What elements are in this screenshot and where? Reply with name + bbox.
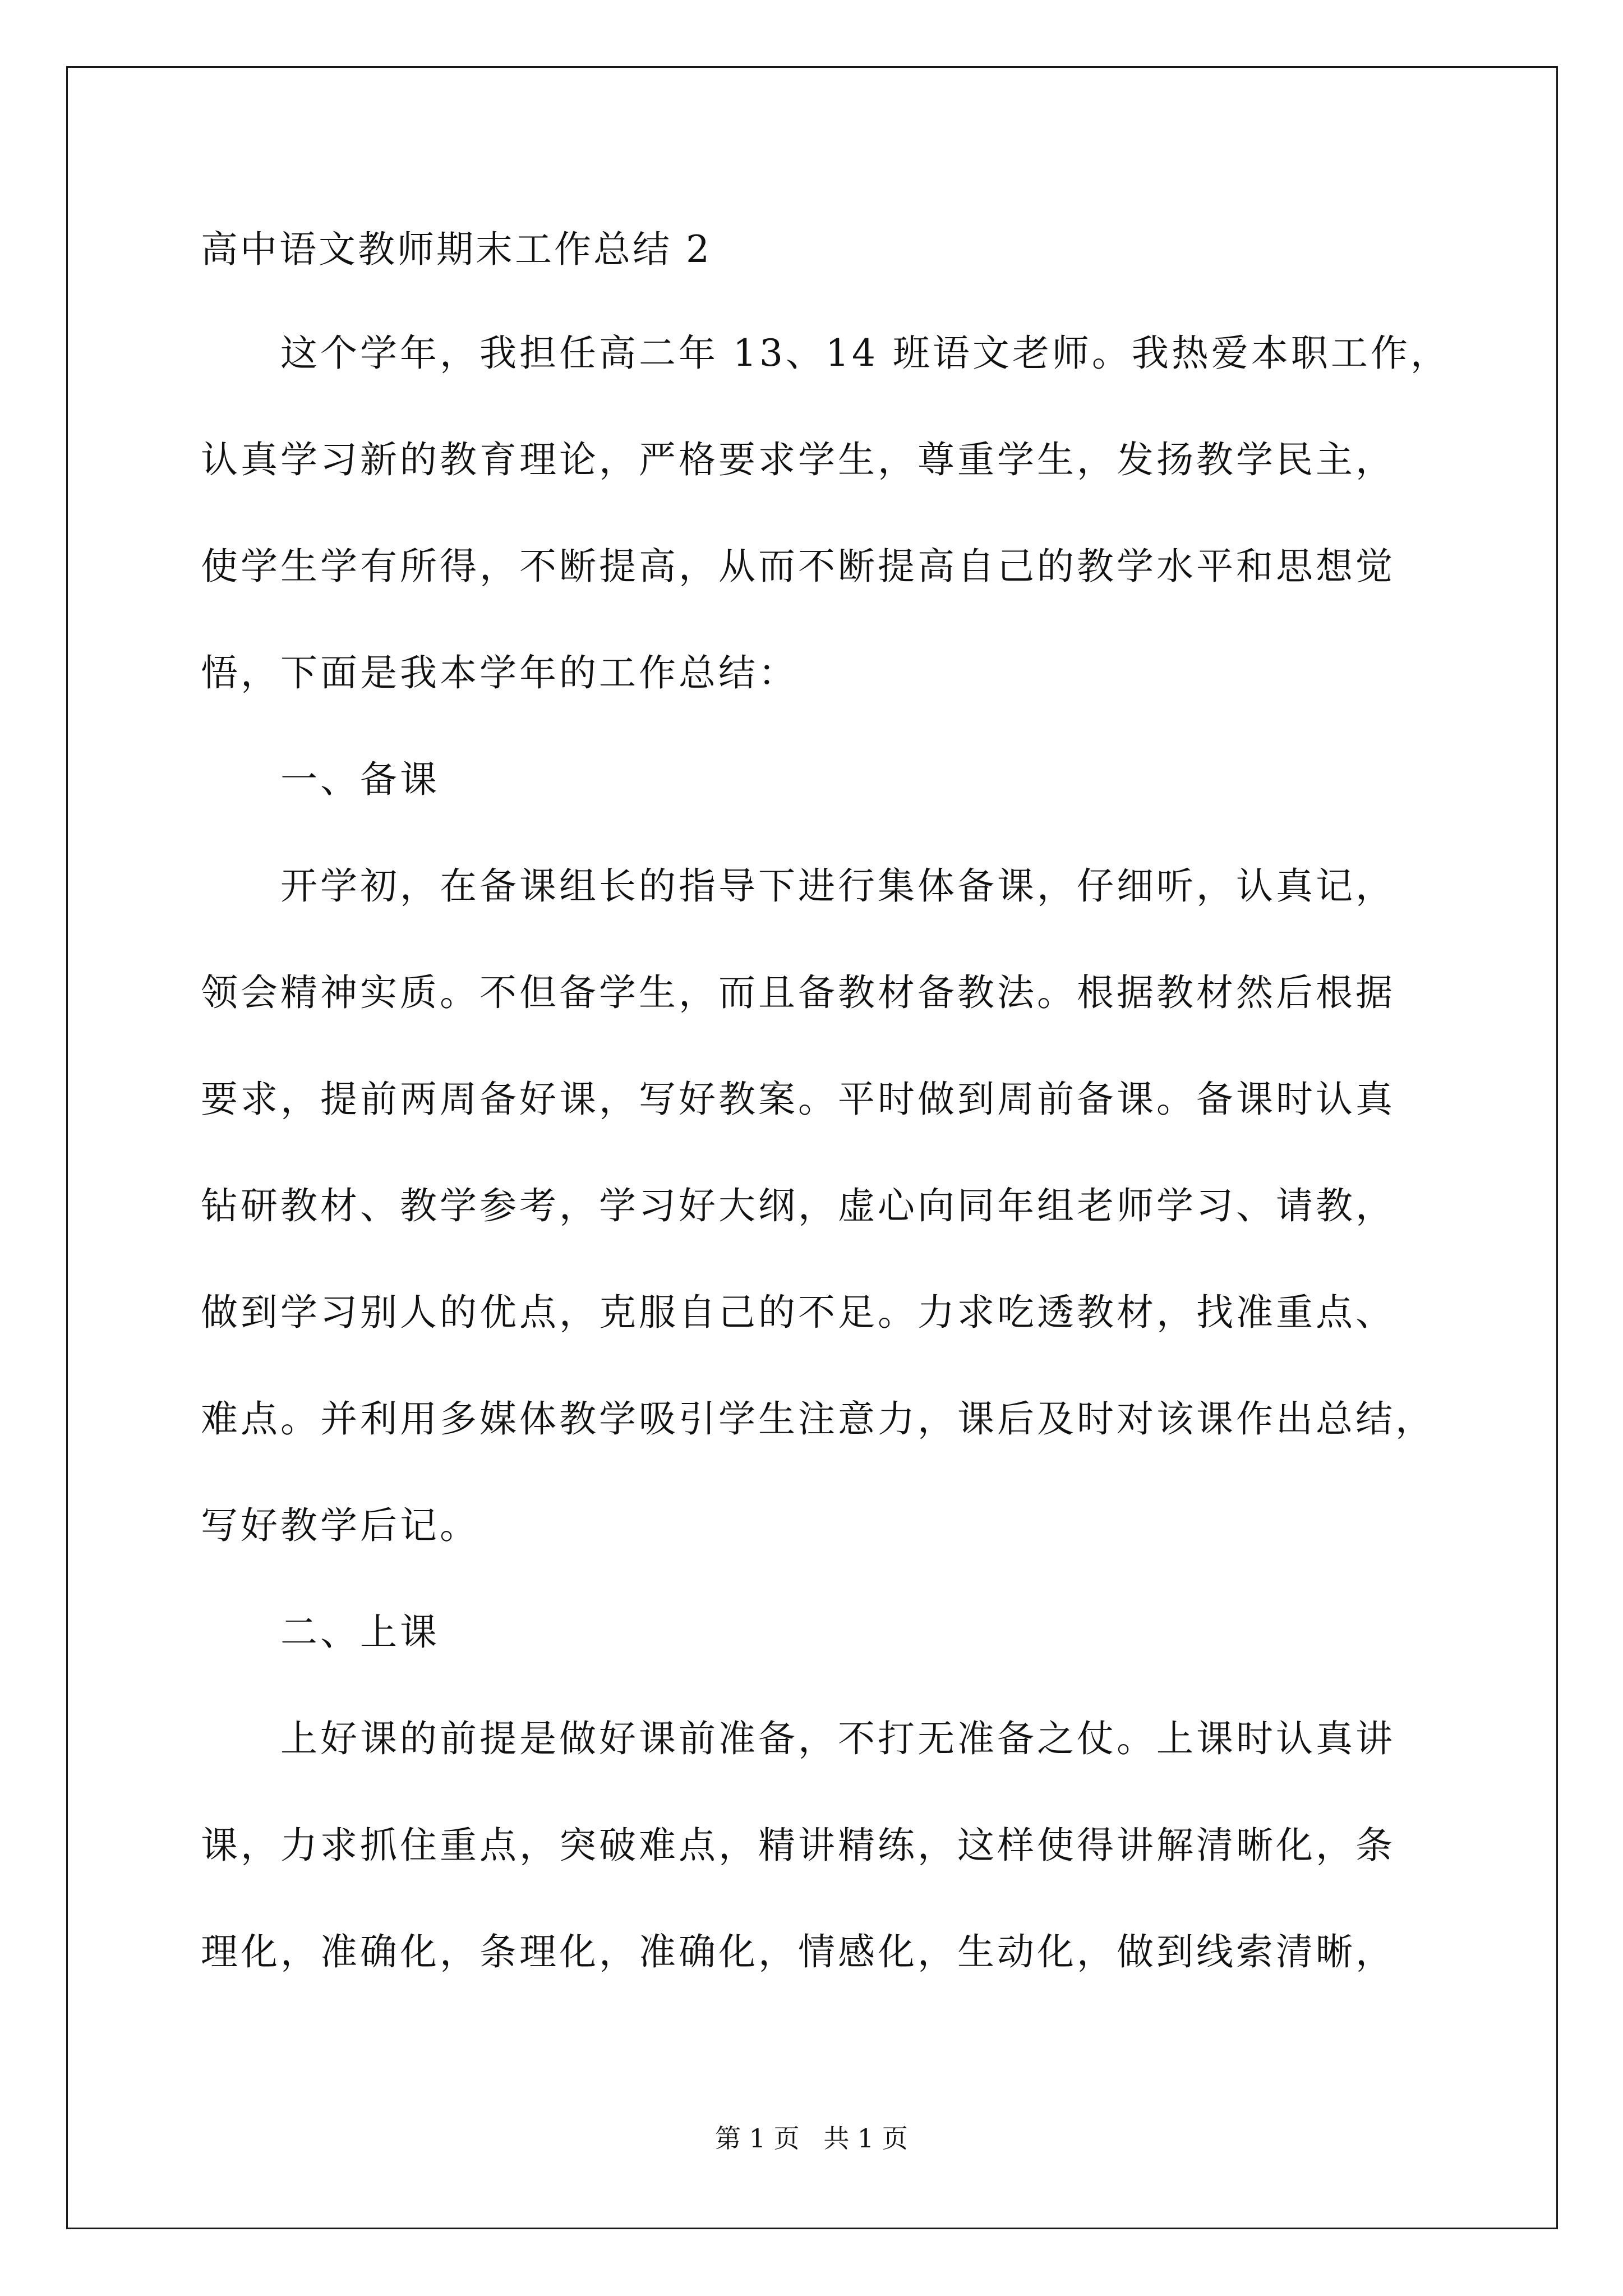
page-border bbox=[66, 66, 1558, 2229]
document-title: 高中语文教师期末工作总结 2 bbox=[201, 228, 712, 271]
body-line-15: 课，力求抓住重点，突破难点，精讲精练，这样使得讲解清晰化，条 bbox=[201, 1824, 1395, 1867]
body-line-16: 理化，准确化，条理化，准确化，情感化，生动化，做到线索清晰， bbox=[201, 1930, 1395, 1973]
body-line-12: 写好教学后记。 bbox=[201, 1504, 479, 1547]
body-line-6: 开学初，在备课组长的指导下进行集体备课，仔细听，认真记， bbox=[280, 864, 1395, 908]
body-line-7: 领会精神实质。不但备学生，而且备教材备教法。根据教材然后根据 bbox=[201, 971, 1395, 1014]
body-line-3: 使学生学有所得，不断提高，从而不断提高自己的教学水平和思想觉 bbox=[201, 545, 1395, 588]
body-line-11: 难点。并利用多媒体教学吸引学生注意力，课后及时对该课作出总结， bbox=[201, 1397, 1435, 1441]
page-number-current: 第 1 页 bbox=[715, 2123, 800, 2154]
body-line-8: 要求，提前两周备好课，写好教案。平时做到周前备课。备课时认真 bbox=[201, 1078, 1395, 1121]
body-line-4: 悟，下面是我本学年的工作总结： bbox=[201, 651, 798, 694]
body-line-14: 上好课的前提是做好课前准备，不打无准备之仗。上课时认真讲 bbox=[280, 1717, 1395, 1760]
body-line-2: 认真学习新的教育理论，严格要求学生，尊重学生，发扬教学民主， bbox=[201, 438, 1395, 481]
body-line-9: 钻研教材、教学参考，学习好大纲，虚心向同年组老师学习、请教， bbox=[201, 1184, 1395, 1227]
page-number-total: 共 1 页 bbox=[823, 2123, 908, 2154]
section-heading-preparation: 一、备课 bbox=[280, 758, 440, 801]
section-heading-teaching: 二、上课 bbox=[280, 1611, 440, 1654]
body-line-10: 做到学习别人的优点，克服自己的不足。力求吃透教材，找准重点、 bbox=[201, 1291, 1395, 1334]
body-line-1: 这个学年，我担任高二年 13、14 班语文老师。我热爱本职工作， bbox=[280, 332, 1450, 375]
page-footer bbox=[0, 2122, 1623, 2155]
